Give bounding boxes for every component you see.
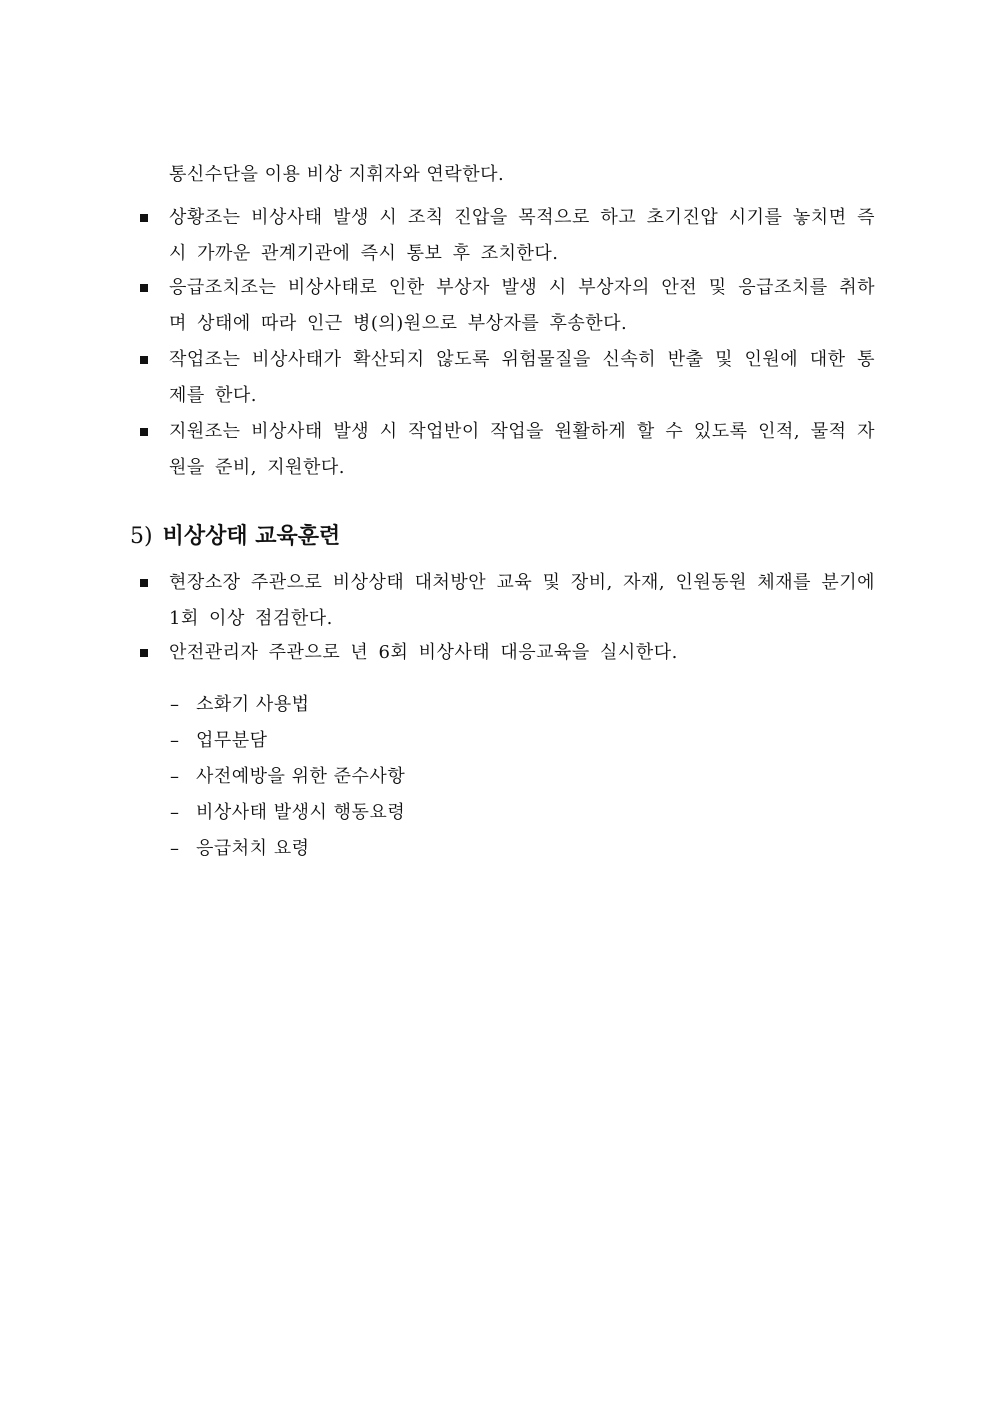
dash-bullet: –	[170, 838, 180, 859]
section-title: 비상상태 교육훈련	[162, 523, 341, 549]
role-item-text: 작업조는 비상사태가 확산되지 않도록 위험물질을 신속히 반출 및 인원에 대한 통제를 한다.	[169, 349, 875, 406]
topic-item	[170, 765, 405, 789]
section-heading	[130, 521, 340, 552]
square-bullet-icon	[140, 356, 148, 364]
square-bullet-icon	[140, 284, 148, 292]
topic-text: 응급처치 요령	[196, 838, 310, 859]
topic-item	[170, 837, 310, 861]
topic-item	[170, 693, 310, 717]
topic-text: 소화기 사용법	[196, 694, 310, 715]
square-bullet-icon	[140, 649, 148, 657]
dash-bullet: –	[170, 730, 180, 751]
dash-bullet: –	[170, 694, 180, 715]
dash-bullet: –	[170, 802, 180, 823]
topic-text: 비상사태 발생시 행동요령	[196, 802, 406, 823]
role-item-text: 지원조는 비상사태 발생 시 작업반이 작업을 원활하게 할 수 있도록 인적, 물적 자원을 준비, 지원한다.	[169, 421, 875, 478]
topic-text: 사전예방을 위한 준수사항	[196, 766, 406, 787]
training-item-text: 현장소장 주관으로 비상상태 대처방안 교육 및 장비, 자재, 인원동원 체재를 분기에 1회 이상 점검한다.	[169, 572, 875, 629]
role-item-text: 상황조는 비상사태 발생 시 조칙 진압을 목적으로 하고 초기진압 시기를 놓치면 즉시 가까운 관계기관에 즉시 통보 후 조치한다.	[169, 207, 875, 264]
intro-line: 통신수단을 이용 비상 지휘자와 연락한다.	[169, 164, 505, 185]
topic-text: 업무분담	[196, 730, 268, 751]
topic-item	[170, 729, 268, 753]
square-bullet-icon	[140, 214, 148, 222]
dash-bullet: –	[170, 766, 180, 787]
square-bullet-icon	[140, 579, 148, 587]
role-item-text: 응급조치조는 비상사태로 인한 부상자 발생 시 부상자의 안전 및 응급조치를 취하며 상태에 따라 인근 병(의)원으로 부상자를 후송한다.	[169, 277, 875, 334]
training-item-text: 안전관리자 주관으로 년 6회 비상사태 대응교육을 실시한다.	[169, 642, 678, 663]
topic-item	[170, 801, 405, 825]
section-number: 5)	[130, 524, 153, 549]
square-bullet-icon	[140, 428, 148, 436]
